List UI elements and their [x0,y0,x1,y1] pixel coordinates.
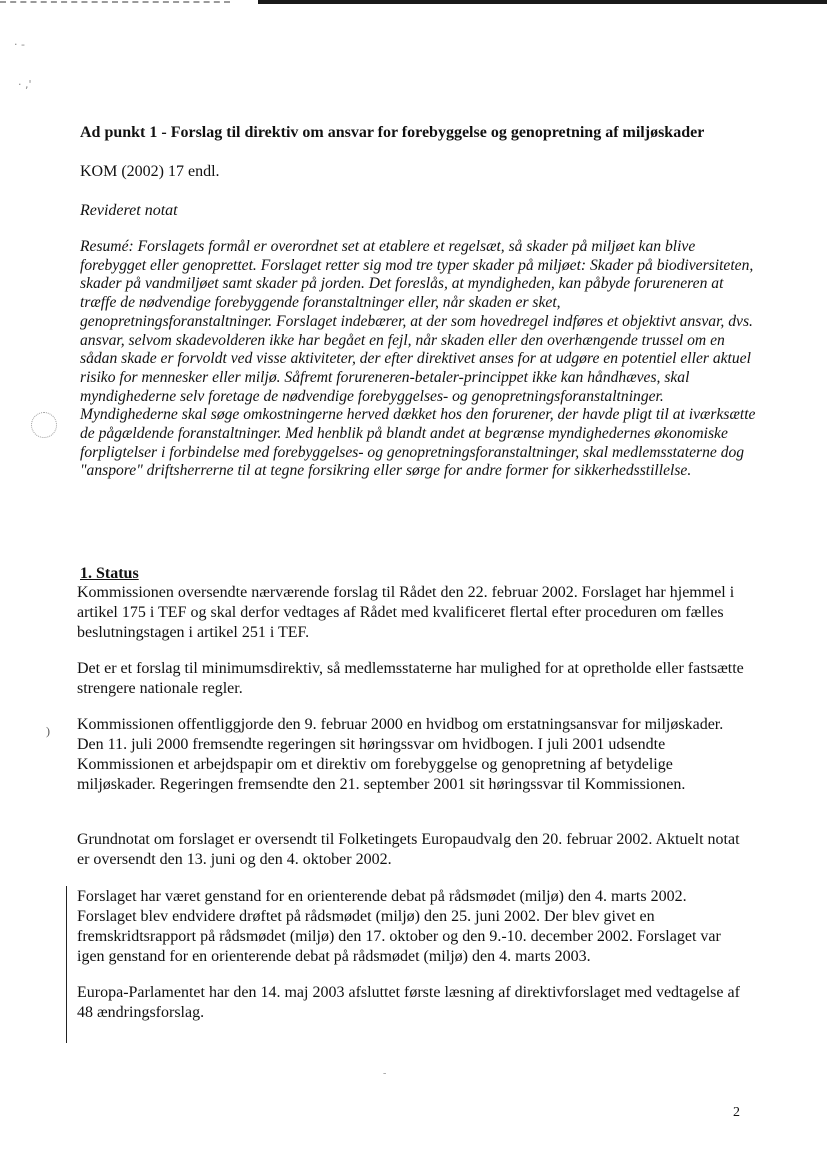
revision-note: Revideret notat [80,202,178,219]
status-paragraph: Forslaget har været genstand for en orienterende debat på rådsmødet (miljø) den 4. marts 2002. Forslaget blev endvidere drøftet på rådsmødet (miljø) den 25. juni 2002. Der blev givet en fremskridtsrapport på rådsmødet (miljø) den 17. oktober og den 9.-10. december 2002. Forslaget var igen genstand for en orienterende debat på rådsmødet (miljø) den 4. marts 2003. [77,888,721,965]
scan-mark: ) [46,724,50,738]
scan-artifact-top [0,0,827,8]
scan-speck: ‧ ,' [18,78,32,91]
scan-speck: · - [14,38,25,51]
scan-dash-line [0,1,230,3]
status-paragraph: Grundnotat om forslaget er oversendt til Folketingets Europaudvalg den 20. februar 2002. Aktuelt notat er oversendt den 13. juni og den 4. oktober 2002. [77,831,740,868]
scan-black-bar [258,0,827,4]
status-paragraph: Europa-Parlamentet har den 14. maj 2003 afsluttet første læsning af direktivforslaget med vedtagelse af 48 ændringsforslag. [77,984,740,1021]
resume-paragraph: Resumé: Forslagets formål er overordnet set at etablere et regelsæt, så skader på miljøet kan blive forebygget eller genoprettet. Forslaget retter sig mod tre typer skader på miljøet: Skader på biodiversiteten, skader på vandmiljøet samt skader på jorden. Det foreslås, at myndigheden, kan påbyde forureneren at træffe de nødvendige forebyggende foranstaltninger eller, når skaden er sket, genopretningsforanstaltninger. Forslaget indebærer, at der som hovedregel indføres et objektivt ansvar, dvs. ansvar, selvom skadevolderen ikke har begået en fejl, når skaden eller den overhængende trussel om en sådan skade er forvoldt ved visse aktiviteter, der efter direktivet anses for at udgøre en potentiel eller aktuel risiko for mennesker eller miljø. Såfremt forureneren-betaler-princippet ikke kan håndhæves, skal myndighederne selv foretage de nødvendige forebyggelses- og genopretningsforanstaltninger. Myndighederne skal søge omkostningerne herved dækket hos den forurener, der havde pligt til at iværksætte de pågældende foranstaltninger. Med henblik på blandt andet at begrænse myndighedernes økonomiske forpligtelser i forbindelse med forebyggelses- og genopretningsforanstaltninger, skal medlemsstaterne dog "anspore" driftsherrerne til at tegne forsikring eller sørge for andre former for sikkerhedsstillelse. [80,238,756,480]
status-paragraph: Kommissionen offentliggjorde den 9. februar 2000 en hvidbog om erstatningsansvar for miljøskader. Den 11. juli 2000 fremsendte regeringen sit høringssvar om hvidbogen. I juli 2001 udsendte Kommissionen et arbejdspapir om et direktiv om forebyggelse og genopretning af betydelige miljøskader. Regeringen fremsendte den 21. september 2001 sit høringssvar til Kommissionen. [77,716,724,793]
scan-speck: - [383,1068,387,1079]
revision-change-bar [66,886,67,1043]
reference-number: KOM (2002) 17 endl. [80,163,220,180]
agenda-heading: Ad punkt 1 - Forslag til direktiv om ansvar for forebyggelse og genopretning af miljøskader [80,124,705,141]
section-title: 1. Status [80,565,139,582]
status-paragraph: Det er et forslag til minimumsdirektiv, så medlemsstaterne har mulighed for at opretholde eller fastsætte strengere nationale regler. [77,660,744,697]
hole-punch-mark [31,412,57,438]
status-paragraph: Kommissionen oversendte nærværende forslag til Rådet den 22. februar 2002. Forslaget har hjemmel i artikel 175 i TEF og skal derfor vedtages af Rådet med kvalificeret flertal efter proceduren om fælles beslutningstagen i artikel 251 i TEF. [77,584,735,641]
page-number: 2 [733,1105,740,1120]
